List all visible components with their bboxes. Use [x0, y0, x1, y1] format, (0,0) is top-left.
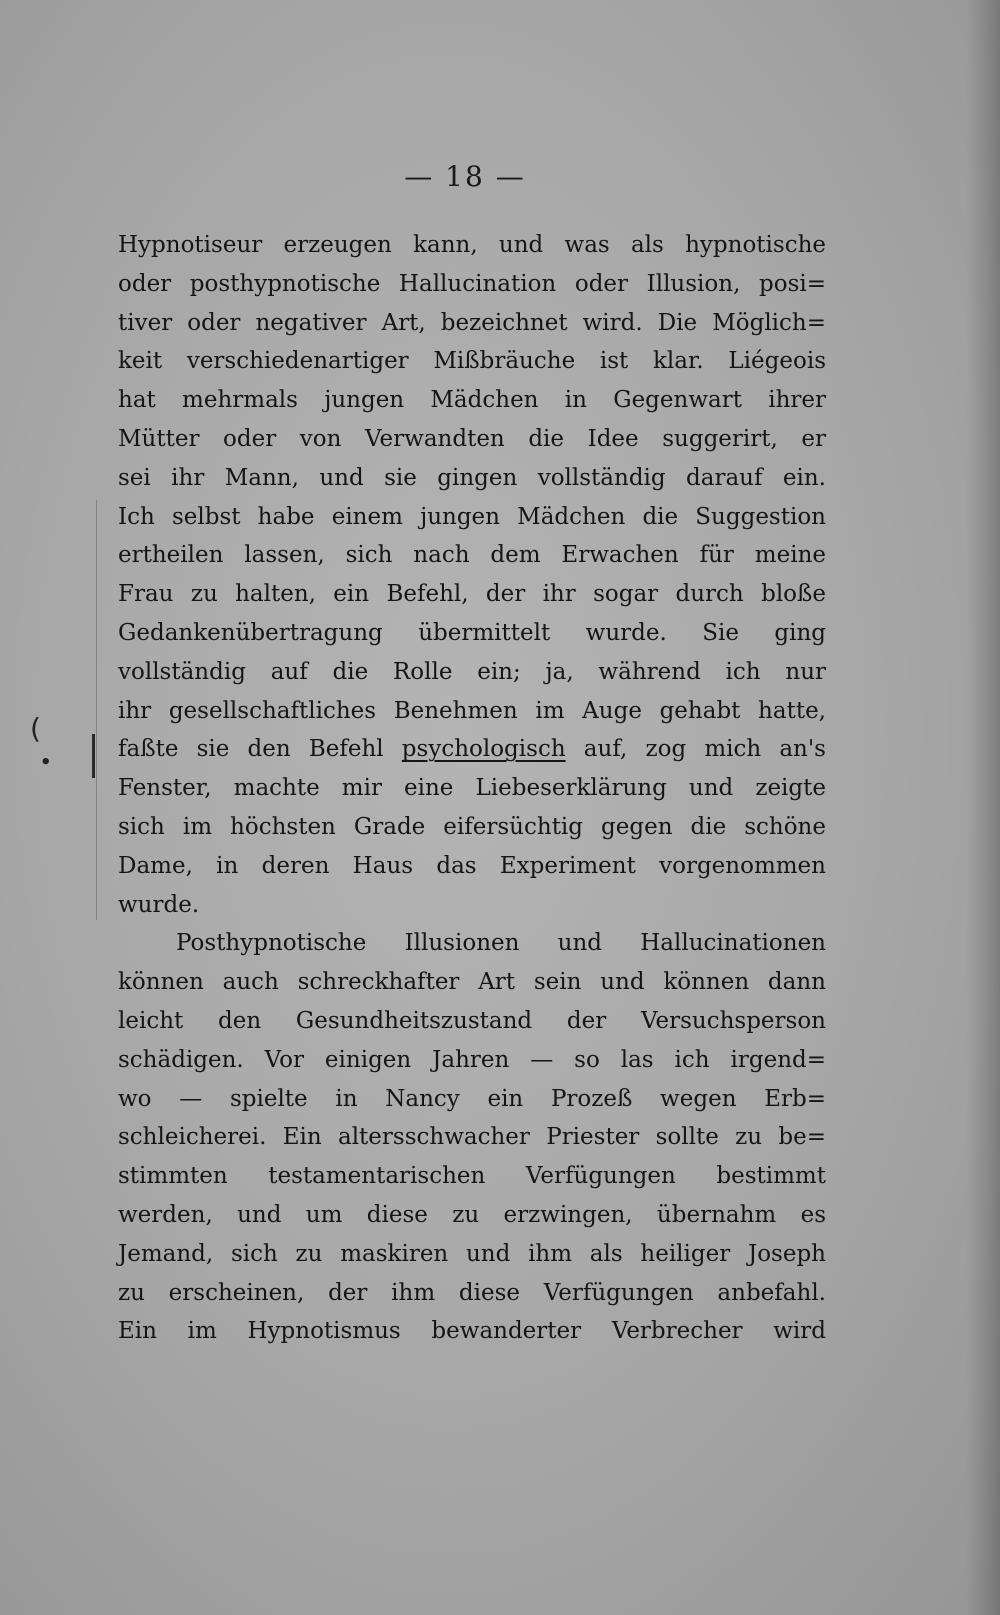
text-line: Fenster, machte mir eine Liebeserklärung und zeigte: [118, 775, 826, 802]
text-line: stimmten testamentarischen Verfügungen bestimmt: [118, 1163, 826, 1190]
margin-line: [96, 500, 97, 920]
binding-shadow: [966, 0, 1000, 1615]
text-line: vollständig auf die Rolle ein; ja, während ich nur: [118, 658, 826, 685]
text-line: Ich selbst habe einem jungen Mädchen die Suggestion: [118, 503, 826, 530]
text-line: können auch schreckhafter Art sein und können dann: [118, 969, 826, 996]
text-line: Ein im Hypnotismus bewanderter Verbrecher wird: [118, 1318, 826, 1345]
text-line: Mütter oder von Verwandten die Idee suggerirt, er: [118, 425, 826, 452]
text-line: sich im höchsten Grade eifersüchtig gegen die schöne: [118, 813, 826, 840]
text-line: schleicherei. Ein altersschwacher Priester sollte zu be=: [118, 1124, 826, 1151]
text-line: Hypnotiseur erzeugen kann, und was als hypnotische: [118, 232, 826, 258]
text-line: wurde.: [118, 891, 200, 918]
text-line: sei ihr Mann, und sie gingen vollständig darauf ein.: [118, 464, 826, 491]
page-number: — 18 —: [404, 160, 526, 193]
text-line: oder posthypnotische Hallucination oder Illusion, posi=: [118, 270, 826, 297]
text-line: tiver oder negativer Art, bezeichnet wird. Die Möglich=: [118, 309, 826, 336]
margin-bar-mark: [92, 734, 95, 778]
text-line-with-underline: [118, 730, 826, 769]
text-segment: auf, zog mich an's: [565, 736, 826, 763]
margin-dot-mark: •: [40, 752, 52, 773]
text-line: schädigen. Vor einigen Jahren — so las ich irgend=: [118, 1046, 826, 1073]
text-line: zu erscheinen, der ihm diese Verfügungen anbefahl.: [118, 1279, 826, 1306]
text-line: hat mehrmals jungen Mädchen in Gegenwart ihrer: [118, 387, 826, 414]
underlined-word: psychologisch: [401, 736, 566, 763]
text-line: ihr gesellschaftliches Benehmen im Auge gehabt hatte,: [118, 697, 826, 724]
text-line: Gedankenübertragung übermittelt wurde. Sie ging: [118, 619, 826, 646]
text-line: keit verschiedenartiger Mißbräuche ist klar. Liégeois: [118, 348, 826, 375]
text-line: ertheilen lassen, sich nach dem Erwachen für meine: [118, 542, 826, 569]
text-line: wo — spielte in Nancy ein Prozeß wegen Erb=: [118, 1085, 826, 1112]
text-segment: faßte sie den Befehl: [118, 736, 402, 763]
text-line: Jemand, sich zu maskiren und ihm als heiliger Joseph: [118, 1240, 826, 1267]
text-line: leicht den Gesundheitszustand der Versuchsperson: [118, 1007, 826, 1034]
text-line: Posthypnotische Illusionen und Hallucinationen: [176, 930, 826, 957]
text-line: Frau zu halten, ein Befehl, der ihr sogar durch bloße: [118, 581, 826, 608]
text-line: Dame, in deren Haus das Experiment vorgenommen: [118, 852, 826, 879]
text-line: werden, und um diese zu erzwingen, übernahm es: [118, 1201, 826, 1228]
body-text: [118, 226, 826, 1351]
margin-paren-mark: (: [30, 712, 41, 745]
